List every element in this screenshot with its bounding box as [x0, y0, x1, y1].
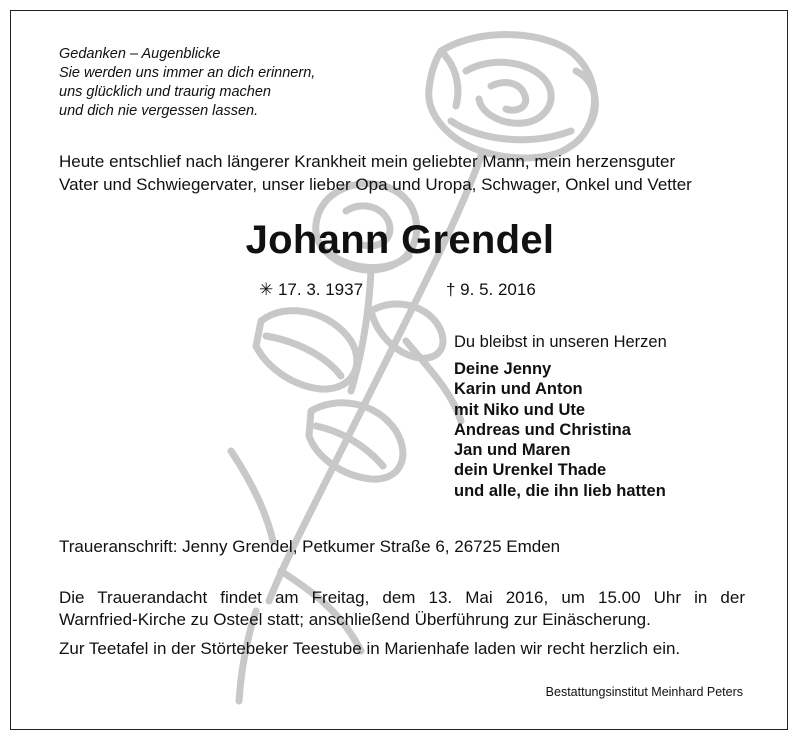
undertaker-name: Bestattungsinstitut Meinhard Peters — [545, 685, 743, 699]
mourning-address: Traueranschrift: Jenny Grendel, Petkumer Straße 6, 26725 Emden — [59, 537, 561, 556]
poem — [59, 45, 315, 121]
mourner-name: Karin und Anton — [454, 380, 583, 399]
deceased-name: Johann Grendel — [245, 218, 555, 262]
poem-line: uns glücklich und traurig machen — [59, 84, 271, 100]
mourner-name: mit Niko und Ute — [454, 400, 586, 419]
mourner-name: Deine Jenny — [454, 360, 552, 378]
announcement-text — [59, 150, 692, 196]
poem-line: Gedanken – Augenblicke — [59, 46, 221, 62]
dedication-text: Du bleibst in unseren Herzen — [454, 333, 667, 351]
mourners-list — [454, 359, 666, 501]
service-info — [59, 587, 745, 631]
announcement-line: Heute entschlief nach längerer Krankheit mein geliebter Mann, mein herzensguter — [59, 152, 676, 171]
birth-date: ✳ 17. 3. 1937 — [259, 280, 364, 299]
mourner-name: und alle, die ihn lieb hatten — [454, 481, 666, 500]
poem-line: Sie werden uns immer an dich erinnern, — [59, 65, 316, 81]
death-date: † 9. 5. 2016 — [446, 280, 536, 299]
service-line: Warnfried-Kirche zu Osteel statt; anschließend Überführung zur Einäscherung. — [59, 610, 651, 629]
tea-invitation: Zur Teetafel in der Störtebeker Teestube in Marienhafe laden wir recht herzlich ein. — [59, 639, 681, 658]
mourner-name: dein Urenkel Thade — [454, 461, 607, 480]
poem-line: und dich nie vergessen lassen. — [59, 103, 259, 119]
obituary-notice — [10, 10, 788, 730]
mourner-name: Andreas und Christina — [454, 420, 631, 439]
service-line: Die Trauerandacht findet am Freitag, dem 13. Mai 2016, um 15.00 Uhr in der — [59, 588, 745, 607]
mourner-name: Jan und Maren — [454, 441, 571, 460]
announcement-line: Vater und Schwiegervater, unser lieber Opa und Uropa, Schwager, Onkel und Vetter — [59, 175, 692, 194]
